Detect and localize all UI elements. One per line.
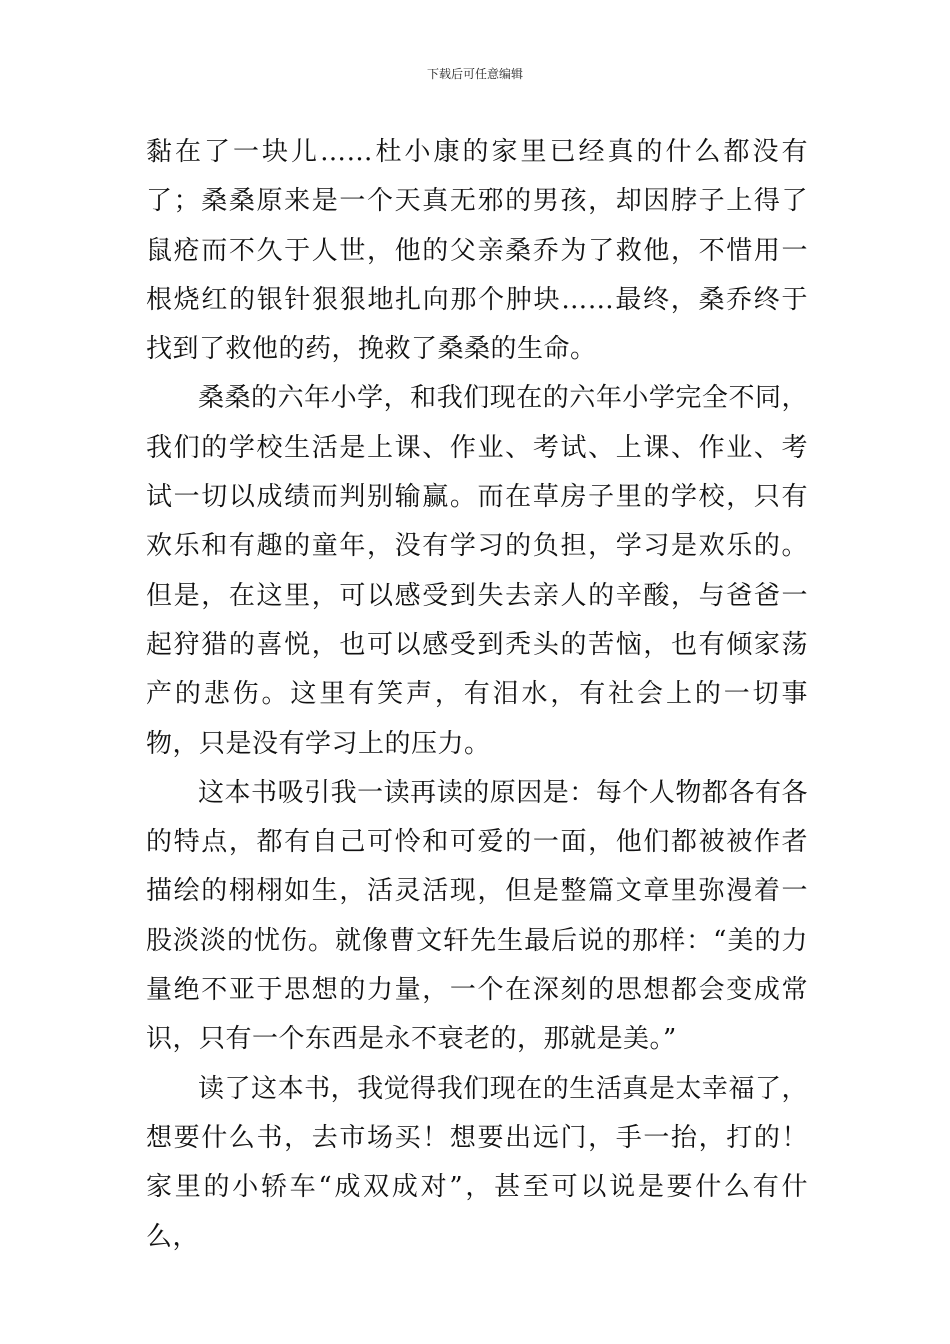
paragraph-4: 读了这本书，我觉得我们现在的生活真是太幸福了，想要什么书，去市场买！想要出远门，手一抬，打的！家里的小轿车“成双成对”，甚至可以说是要什么有什么， [146,1073,808,1252]
paragraph-3: 这本书吸引我一读再读的原因是：每个人物都各有各的特点，都有自己可怜和可爱的一面，他们都被被作者描绘的栩栩如生，活灵活现，但是整篇文章里弥漫着一股淡淡的忧伤。就像曹文轩先生最后说的那样：“美的力量绝不亚于思想的力量，一个在深刻的思想都会变成常识，只有一个东西是永不衰老的，那就是美。” [146,777,808,1055]
paragraph-1: 黏在了一块儿……杜小康的家里已经真的什么都没有了；桑桑原来是一个天真无邪的男孩，却因脖子上得了鼠疮而不久于人世，他的父亲桑乔为了救他，不惜用一根烧红的银针狠狠地扎向那个肿块……最终，桑乔终于找到了救他的药，挽救了桑桑的生命。 [146,137,808,365]
paragraph-2: 桑桑的六年小学，和我们现在的六年小学完全不同，我们的学校生活是上课、作业、考试、上课、作业、考试一切以成绩而判别输赢。而在草房子里的学校，只有欢乐和有趣的童年，没有学习的负担，学习是欢乐的。但是，在这里，可以感受到失去亲人的辛酸，与爸爸一起狩猎的喜悦，也可以感受到秃头的苦恼，也有倾家荡产的悲伤。这里有笑声，有泪水，有社会上的一切事物，只是没有学习上的压力。 [146,383,808,759]
document-body [146,128,808,1262]
page-header: 下载后可任意编辑 [426,67,523,81]
